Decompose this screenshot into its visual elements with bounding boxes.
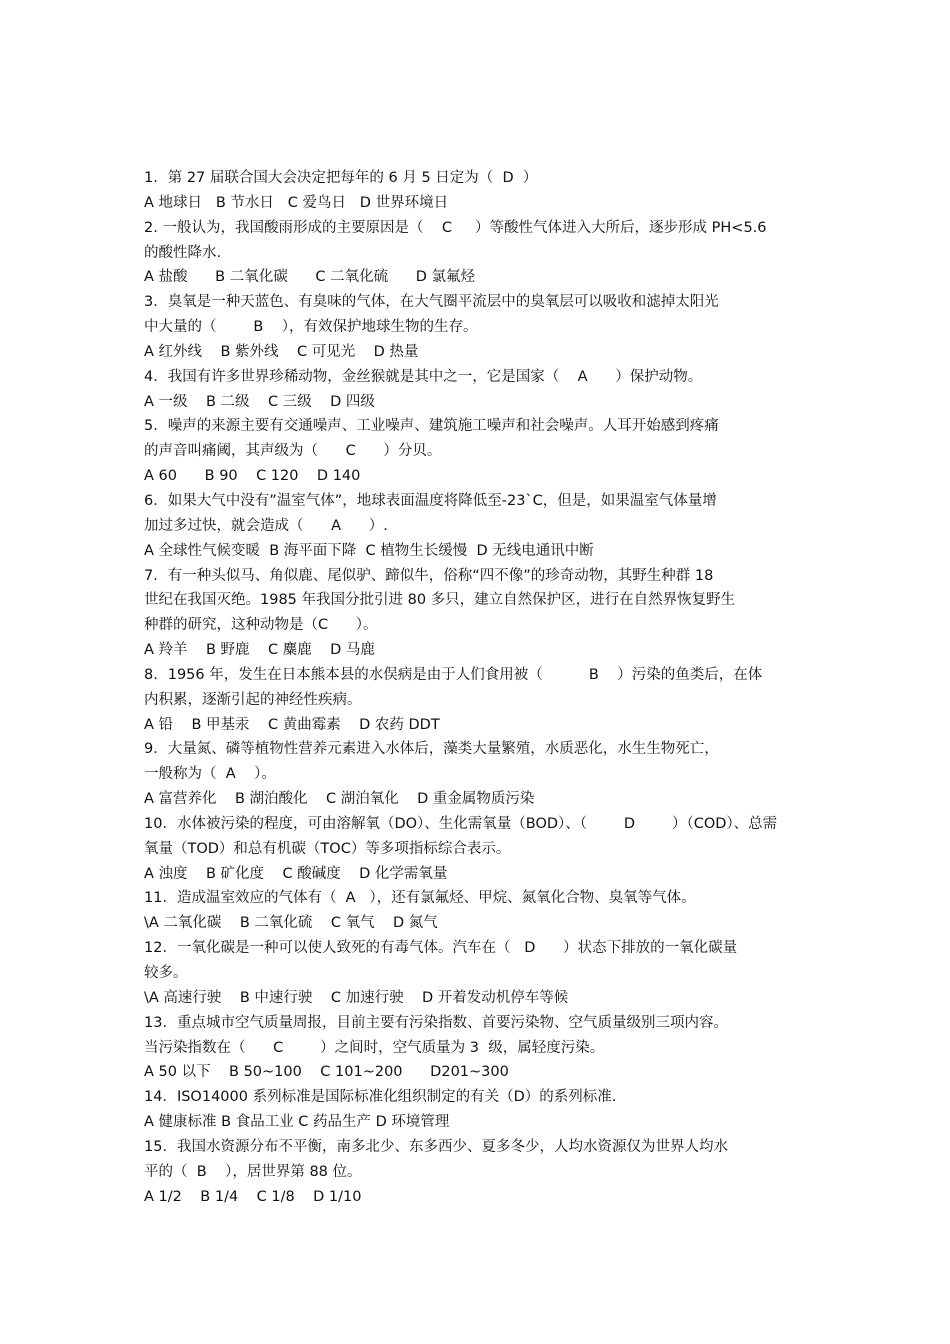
text-line: \A 高速行驶 B 中速行驶 C 加速行驶 D 开着发动机停车等候 <box>144 989 569 1006</box>
text-line: 加过多过快，就会造成（ A ）. <box>144 517 388 534</box>
text-line: 13．重点城市空气质量周报，目前主要有污染指数、首要污染物、空气质量级别三项内容。 <box>144 1014 728 1031</box>
text-line: 当污染指数在（ C ）之间时，空气质量为 3 级，属轻度污染。 <box>144 1039 605 1056</box>
text-line: A 盐酸 B 二氧化碳 C 二氧化硫 D 氯氟烃 <box>144 269 476 286</box>
text-line: 3．臭氧是一种天蓝色、有臭味的气体，在大气圈平流层中的臭氧层可以吸收和滤掉太阳光 <box>144 294 719 311</box>
text-line: 一般称为（ A ）。 <box>144 766 276 783</box>
text-line: 5．噪声的来源主要有交通噪声、工业噪声、建筑施工噪声和社会噪声。人耳开始感到疼痛 <box>144 418 719 435</box>
text-line: 中大量的（ B ），有效保护地球生物的生存。 <box>144 319 478 336</box>
text-line: 15．我国水资源分布不平衡，南多北少、东多西少、夏多冬少，人均水资源仅为世界人均水 <box>144 1138 728 1155</box>
text-line: 种群的研究，这种动物是（C ）。 <box>144 617 378 634</box>
text-line: 世纪在我国灭绝。1985 年我国分批引进 80 多只，建立自然保护区，进行在自然界恢复野生 <box>144 592 736 609</box>
text-line: 较多。 <box>144 965 188 981</box>
text-line: 氧量（TOD）和总有机碳（TOC）等多项指标综合表示。 <box>144 840 511 857</box>
question-list <box>144 166 812 1209</box>
text-line: 的酸性降水. <box>144 244 222 261</box>
text-line: \A 二氧化碳 B 二氧化硫 C 氧气 D 氮气 <box>144 915 438 932</box>
text-line: A 全球性气候变暖 B 海平面下降 C 植物生长缓慢 D 无线电通讯中断 <box>144 542 594 559</box>
text-line: 4．我国有许多世界珍稀动物，金丝猴就是其中之一，它是国家（ A ）保护动物。 <box>144 368 703 385</box>
text-line: A 浊度 B 矿化度 C 酸碱度 D 化学需氧量 <box>144 865 448 882</box>
text-line: 12．一氧化碳是一种可以使人致死的有毒气体。汽车在（ D ）状态下排放的一氧化碳量 <box>144 940 738 957</box>
text-line: A 地球日 B 节水日 C 爱鸟日 D 世界环境日 <box>144 194 449 211</box>
text-line: 内积累，逐渐引起的神经性疾病。 <box>144 691 362 708</box>
text-line: 9．大量氮、磷等植物性营养元素进入水体后，藻类大量繁殖，水质恶化，水生生物死亡， <box>144 741 719 758</box>
text-line: A 羚羊 B 野鹿 C 麋鹿 D 马鹿 <box>144 642 375 659</box>
text-line: A 50 以下 B 50~100 C 101~200 D201~300 <box>144 1064 509 1081</box>
text-line: 10．水体被污染的程度，可由溶解氧（DO）、生化需氧量（BOD）、（ D ）（COD）、总需 <box>144 815 778 832</box>
text-line: A 富营养化 B 湖泊酸化 C 湖泊氧化 D 重金属物质污染 <box>144 791 535 808</box>
text-line: A 铅 B 甲基汞 C 黄曲霉素 D 农药 DDT <box>144 716 440 733</box>
text-line: 11．造成温室效应的气体有（ A ），还有氯氟烃、甲烷、氮氧化合物、臭氧等气体。 <box>144 890 696 907</box>
text-line: 14．ISO14000 系列标准是国际标准化组织制定的有关（D）的系列标准. <box>144 1089 617 1106</box>
text-line: A 红外线 B 紫外线 C 可见光 D 热量 <box>144 343 419 360</box>
text-line: 平的（ B ），居世界第 88 位。 <box>144 1163 362 1180</box>
text-line: 6．如果大气中没有”温室气体”，地球表面温度将降低至-23`C，但是，如果温室气体量增 <box>144 492 717 509</box>
text-line: A 1/2 B 1/4 C 1/8 D 1/10 <box>144 1188 362 1205</box>
text-line: A 一级 B 二级 C 三级 D 四级 <box>144 393 375 410</box>
text-line: 的声音叫痛阈，其声级为（ C ）分贝。 <box>144 443 442 460</box>
text-line: 1．第 27 届联合国大会决定把每年的 6 月 5 日定为（ D ） <box>144 170 538 186</box>
text-line: 8．1956 年，发生在日本熊本县的水俣病是由于人们食用被（ B ）污染的鱼类后，在体 <box>144 666 763 683</box>
text-line: A 60 B 90 C 120 D 140 <box>144 468 361 485</box>
text-line: 2. 一般认为，我国酸雨形成的主要原因是（ C ）等酸性气体进入大所后，逐步形成 PH<5.6 <box>144 219 767 236</box>
text-line: A 健康标准 B 食品工业 C 药品生产 D 环境管理 <box>144 1114 450 1131</box>
text-line: 7．有一种头似马、角似鹿、尾似驴、蹄似牛，俗称“四不像”的珍奇动物，其野生种群 18 <box>144 567 714 584</box>
